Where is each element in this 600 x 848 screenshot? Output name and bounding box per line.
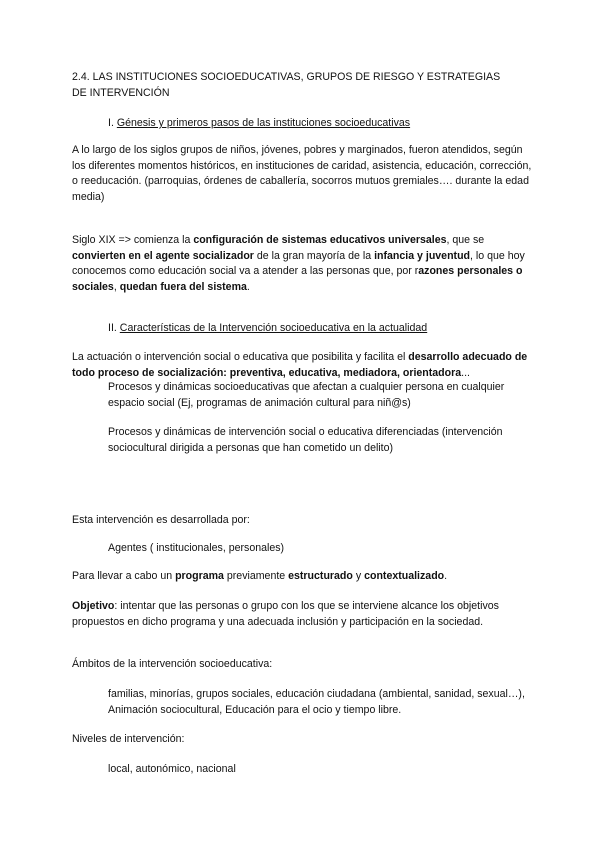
paragraph-programa	[72, 569, 534, 585]
para2-bold-2: convierten en el agente socializador	[72, 249, 254, 262]
section-1-number: I.	[108, 117, 114, 129]
para5-text-2: previamente	[223, 570, 289, 582]
section-1-title: Génesis y primeros pasos de las instituciones socioeducativas	[116, 117, 411, 129]
paragraph-desarrollada: Esta intervención es desarrollada por:	[72, 514, 250, 526]
list-item-procesos-1: Procesos y dinámicas socioeducativas que afectan a cualquier persona en cualquier espacio social (Ej, programas de animación cultural para niñ@s)	[108, 381, 505, 409]
para5-bold-2: estructurado	[288, 570, 353, 582]
paragraph-actuacion	[72, 350, 534, 381]
section-1-heading	[108, 116, 528, 132]
ambitos-title: Ámbitos de la intervención socioeducativa:	[72, 658, 273, 670]
para2-text-2: , que se	[446, 234, 485, 246]
para2-bold-4: azones personales o sociales	[72, 265, 523, 293]
para5-bold-1: programa	[175, 570, 224, 582]
para2-text-5: ,	[113, 280, 120, 293]
list-item-procesos-2: Procesos y dinámicas de intervención social o educativa diferenciadas (intervención sociocultural dirigida a personas que han cometido un delito)	[108, 426, 503, 454]
niveles-title: Niveles de intervención:	[72, 733, 185, 745]
para5-bold-3: contextualizado	[364, 570, 445, 582]
objetivo-text: : intentar que las personas o grupo con los que se interviene alcance los objetivos propuestos en dicho programa y una adecuada inclusión y participación en la sociedad.	[72, 600, 499, 628]
paragraph-historia: A lo largo de los siglos grupos de niños, jóvenes, pobres y marginados, fueron atendidos, según los diferentes momentos históricos, en instituciones de caridad, asistencia, educación, corrección, o reeducación. (parroquias, órdenes de caballería, socorros mutuos gremiales…. durante la edad media)	[72, 144, 532, 203]
para5-text-1: Para llevar a cabo un	[72, 570, 176, 582]
para2-bold-1: configuración de sistemas educativos universales	[193, 234, 447, 246]
para3-text-2: ...	[461, 366, 470, 379]
para2-text-3: de la gran mayoría de la	[253, 249, 375, 262]
section-2-title: Características de la Intervención socioeducativa en la actualidad	[119, 322, 428, 334]
para5-text-3: y	[352, 570, 365, 582]
para3-text-1: La actuación o intervención social o educativa que posibilita y facilita el	[72, 351, 409, 363]
list-item-agentes: Agentes ( institucionales, personales)	[108, 542, 285, 554]
section-2-number: II.	[108, 322, 117, 334]
para2-bold-3: infancia y juventud	[374, 249, 471, 262]
para5-text-4: .	[444, 570, 448, 582]
para3-bold-1: desarrollo adecuado de todo proceso de socialización: preventiva, educativa, mediadora, orientadora	[72, 351, 528, 379]
para2-bold-5: quedan fuera del sistema	[119, 280, 247, 293]
objetivo-label: Objetivo	[72, 600, 115, 612]
heading-line-1: 2.4. LAS INSTITUCIONES SOCIOEDUCATIVAS, GRUPOS DE RIESGO Y ESTRATEGIAS	[72, 71, 501, 83]
niveles-list: local, autonómico, nacional	[108, 763, 236, 775]
ambitos-list: familias, minorías, grupos sociales, educación ciudadana (ambiental, sanidad, sexual…), Animación sociocultural, Educación para el ocio y tiempo libre.	[108, 688, 525, 716]
para2-text-1: Siglo XIX => comienza la	[72, 234, 194, 246]
para2-text-4: , lo que hoy conocemos como educación social va a atender a las personas que, por r	[72, 249, 525, 277]
section-2-heading	[108, 321, 528, 337]
paragraph-siglo-xix	[72, 233, 534, 295]
para2-text-6: .	[246, 280, 250, 293]
paragraph-objetivo	[72, 599, 534, 630]
document-heading	[72, 70, 534, 101]
heading-line-2: DE INTERVENCIÓN	[72, 86, 170, 99]
